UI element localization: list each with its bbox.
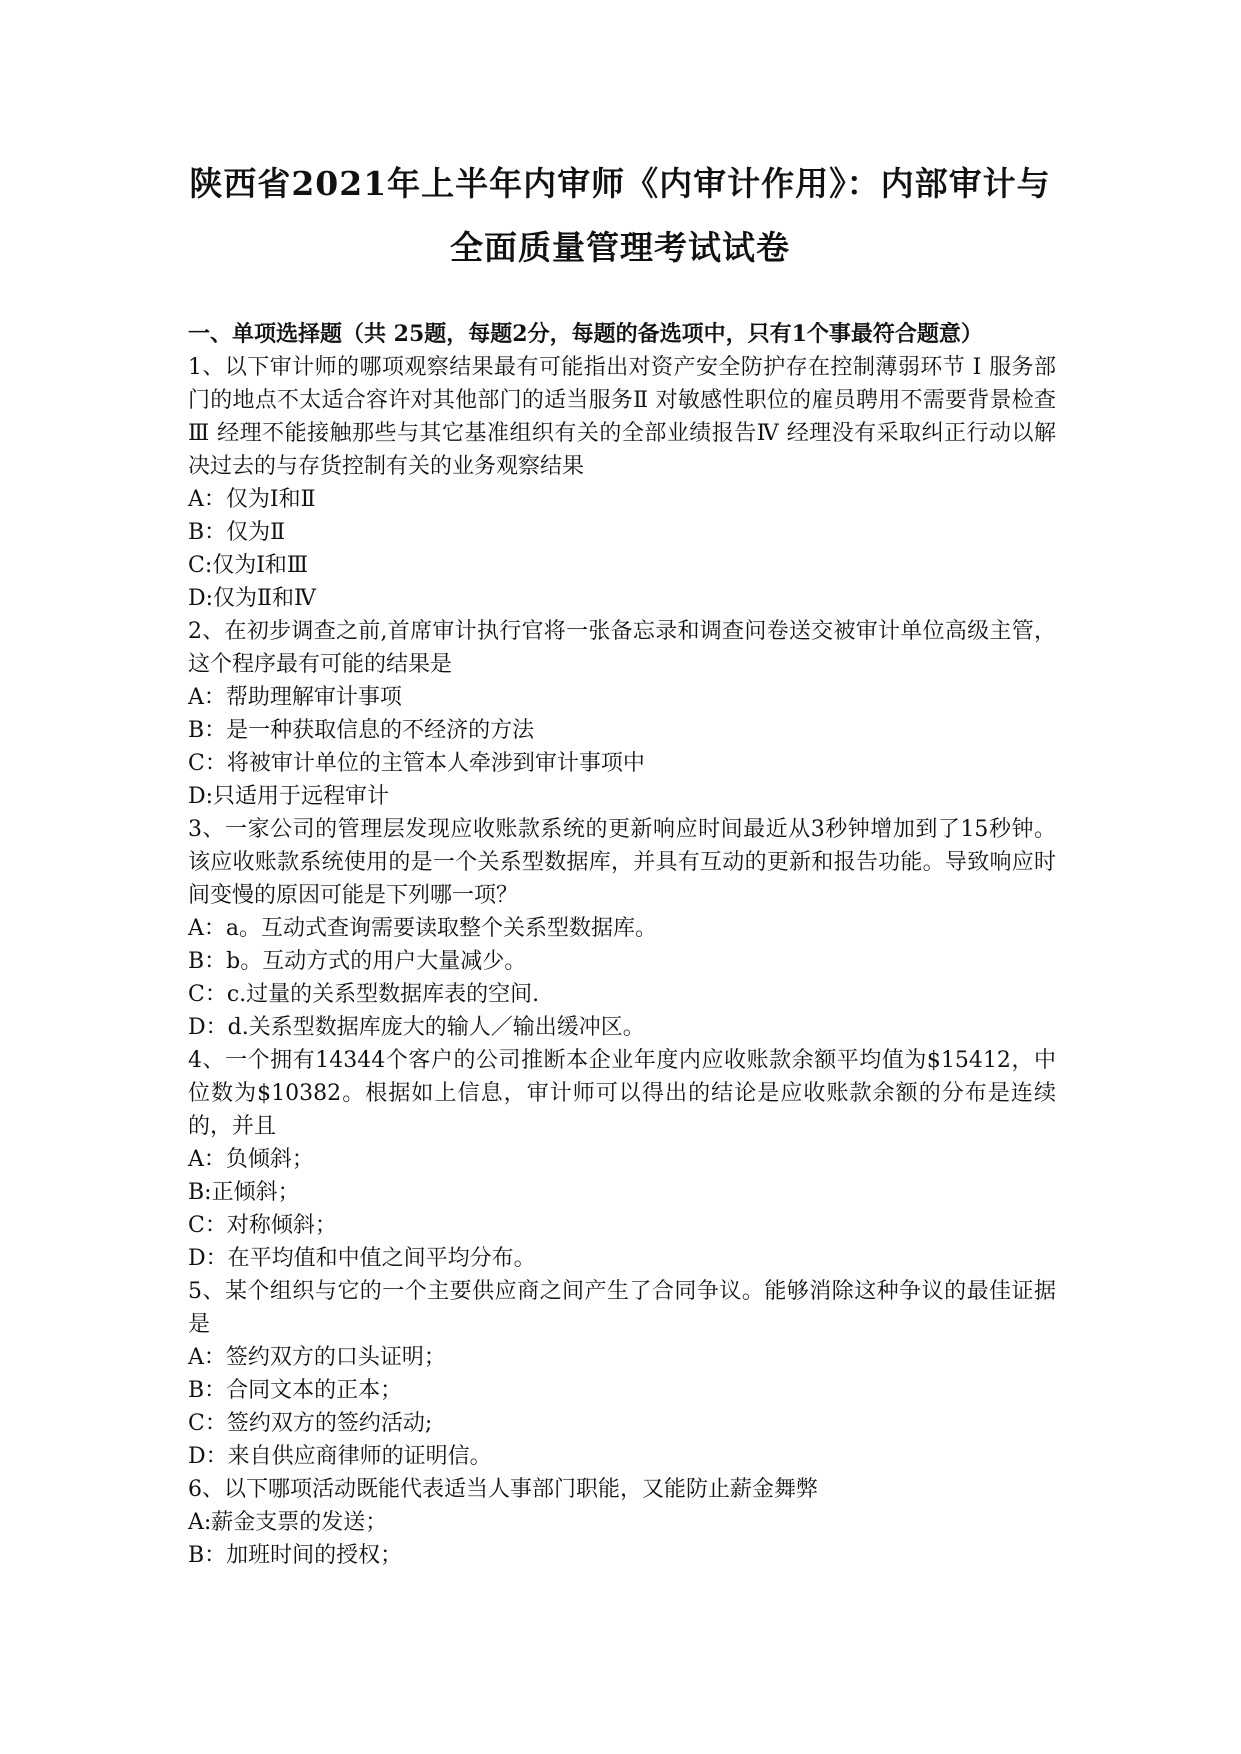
option-d: D：在平均值和中值之间平均分布。 <box>188 1246 536 1271</box>
question-text: 5、某个组织与它的一个主要供应商之间产生了合同争议。能够消除这种争议的最佳证据是 <box>188 1279 1056 1337</box>
question-text: 4、一个拥有14344个客户的公司推断本企业年度内应收账款余额平均值为$15412，中位数为$10382。根据如上信息，审计师可以得出的结论是应收账款余额的分布是连续的，并且 <box>188 1048 1056 1139</box>
option-c: C：将被审计单位的主管本人牵涉到审计事项中 <box>188 751 645 776</box>
question-text: 2、在初步调查之前,首席审计执行官将一张备忘录和调查问卷送交被审计单位高级主管，这个程序最有可能的结果是 <box>188 619 1056 677</box>
question-4 <box>188 1044 1056 1275</box>
option-b: B:正倾斜； <box>188 1180 300 1205</box>
option-a: A：签约双方的口头证明； <box>188 1345 446 1370</box>
option-a: A：仅为Ⅰ和Ⅱ <box>188 487 316 512</box>
document-title-line-1: 陕西省2021年上半年内审师《内审计作用》：内部审计与 <box>189 164 1051 203</box>
document-body <box>188 318 1056 1572</box>
option-a: A：负倾斜； <box>188 1147 314 1172</box>
option-d: D：来自供应商律师的证明信。 <box>188 1444 492 1469</box>
option-c: C：对称倾斜； <box>188 1213 337 1238</box>
option-d: D：d.关系型数据库庞大的输人／输出缓冲区。 <box>188 1015 645 1040</box>
option-a: A:薪金支票的发送； <box>188 1510 388 1535</box>
option-a: A：a。互动式查询需要读取整个关系型数据库。 <box>188 916 658 941</box>
option-b: B：是一种获取信息的不经济的方法 <box>188 718 535 743</box>
option-a: A：帮助理解审计事项 <box>188 685 402 710</box>
question-3 <box>188 813 1056 1044</box>
option-c: C:仅为Ⅰ和Ⅲ <box>188 553 309 578</box>
question-2 <box>188 615 1056 813</box>
document-title-line-2: 全面质量管理考试试卷 <box>450 228 790 267</box>
option-b: B：合同文本的正本； <box>188 1378 403 1403</box>
question-5 <box>188 1275 1056 1473</box>
option-b: B：仅为Ⅱ <box>188 520 286 545</box>
option-d: D:只适用于远程审计 <box>188 784 390 809</box>
question-1 <box>188 351 1056 615</box>
option-c: C：签约双方的签约活动; <box>188 1411 433 1436</box>
question-text: 3、一家公司的管理层发现应收账款系统的更新响应时间最近从3秒钟增加到了15秒钟。该应收账款系统使用的是一个关系型数据库，并具有互动的更新和报告功能。导致响应时间变慢的原因可能是下列哪一项？ <box>188 817 1056 908</box>
question-text: 1、以下审计师的哪项观察结果最有可能指出对资产安全防护存在控制薄弱环节 Ⅰ 服务部门的地点不太适合容许对其他部门的适当服务Ⅱ 对敏感性职位的雇员聘用不需要背景检查Ⅲ 经理不能接触那些与其它基准组织有关的全部业绩报告Ⅳ 经理没有采取纠正行动以解决过去的与存货控制有关的业务观察结果 <box>188 355 1056 479</box>
question-6 <box>188 1473 1056 1572</box>
option-c: C：c.过量的关系型数据库表的空间. <box>188 982 540 1007</box>
section-heading: 一、单项选择题（共 25题，每题2分，每题的备选项中，只有1个事最符合题意） <box>188 321 983 347</box>
question-text: 6、以下哪项活动既能代表适当人事部门职能，又能防止薪金舞弊 <box>188 1477 818 1502</box>
option-b: B：加班时间的授权； <box>188 1543 403 1568</box>
option-d: D:仅为Ⅱ和Ⅳ <box>188 586 316 611</box>
option-b: B：b。互动方式的用户大量减少。 <box>188 949 527 974</box>
